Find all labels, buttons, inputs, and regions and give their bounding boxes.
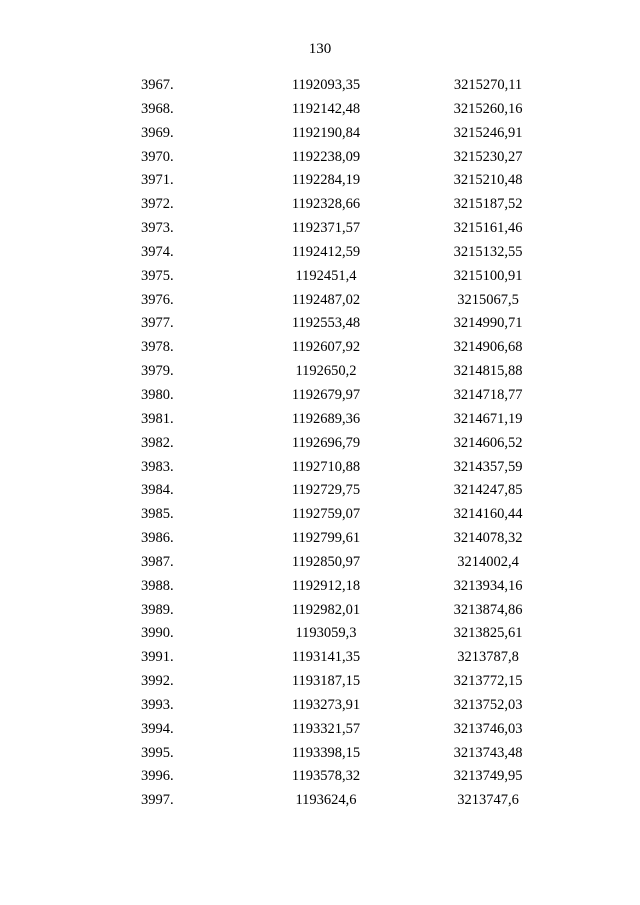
y-coordinate: 3215260,16 [453, 100, 523, 117]
point-number: 3983. [141, 458, 174, 475]
table-row [0, 551, 640, 575]
table-row [0, 503, 640, 527]
y-coordinate: 3213934,16 [453, 577, 523, 594]
y-coordinate: 3213787,8 [457, 649, 519, 666]
x-coordinate: 1192689,36 [291, 410, 361, 427]
table-row [0, 336, 640, 360]
x-coordinate: 1192912,18 [291, 577, 361, 594]
x-coordinate: 1192371,57 [291, 220, 361, 237]
table-row [0, 122, 640, 146]
table-row [0, 742, 640, 766]
y-coordinate: 3213747,6 [457, 792, 519, 809]
x-coordinate: 1192190,84 [291, 124, 361, 141]
table-row [0, 718, 640, 742]
table-row [0, 289, 640, 313]
table-row [0, 599, 640, 623]
point-number: 3982. [141, 434, 174, 451]
x-coordinate: 1193273,91 [291, 696, 361, 713]
y-coordinate: 3214815,88 [453, 363, 523, 380]
y-coordinate: 3215246,91 [453, 124, 523, 141]
point-number: 3974. [141, 243, 174, 260]
point-number: 3986. [141, 530, 174, 547]
table-row [0, 241, 640, 265]
point-number: 3993. [141, 696, 174, 713]
point-number: 3981. [141, 410, 174, 427]
y-coordinate: 3213874,86 [453, 601, 523, 618]
x-coordinate: 1192650,2 [295, 363, 357, 380]
table-row [0, 408, 640, 432]
point-number: 3975. [141, 267, 174, 284]
table-row [0, 74, 640, 98]
x-coordinate: 1192412,59 [291, 243, 361, 260]
y-coordinate: 3215067,5 [457, 291, 519, 308]
point-number: 3985. [141, 506, 174, 523]
x-coordinate: 1192607,92 [291, 339, 361, 356]
y-coordinate: 3214002,4 [457, 553, 519, 570]
y-coordinate: 3214247,85 [453, 482, 523, 499]
point-number: 3971. [141, 172, 174, 189]
table-row [0, 384, 640, 408]
y-coordinate: 3214718,77 [453, 386, 523, 403]
y-coordinate: 3214078,32 [453, 530, 523, 547]
table-row [0, 169, 640, 193]
x-coordinate: 1192238,09 [291, 148, 361, 165]
y-coordinate: 3215230,27 [453, 148, 523, 165]
y-coordinate: 3214606,52 [453, 434, 523, 451]
y-coordinate: 3213743,48 [453, 744, 523, 761]
point-number: 3968. [141, 100, 174, 117]
y-coordinate: 3213772,15 [453, 673, 523, 690]
point-number: 3990. [141, 625, 174, 642]
x-coordinate: 1192729,75 [291, 482, 361, 499]
x-coordinate: 1192850,97 [291, 553, 361, 570]
point-number: 3987. [141, 553, 174, 570]
x-coordinate: 1193578,32 [291, 768, 361, 785]
table-row [0, 456, 640, 480]
point-number: 3995. [141, 744, 174, 761]
point-number: 3996. [141, 768, 174, 785]
point-number: 3992. [141, 673, 174, 690]
point-number: 3984. [141, 482, 174, 499]
x-coordinate: 1192451,4 [295, 267, 357, 284]
table-row [0, 479, 640, 503]
x-coordinate: 1192679,97 [291, 386, 361, 403]
table-row [0, 694, 640, 718]
y-coordinate: 3214160,44 [453, 506, 523, 523]
point-number: 3980. [141, 386, 174, 403]
x-coordinate: 1193321,57 [291, 720, 361, 737]
table-row [0, 789, 640, 813]
x-coordinate: 1192328,66 [291, 196, 361, 213]
x-coordinate: 1193141,35 [291, 649, 361, 666]
x-coordinate: 1192799,61 [291, 530, 361, 547]
x-coordinate: 1192142,48 [291, 100, 361, 117]
x-coordinate: 1192696,79 [291, 434, 361, 451]
table-row [0, 312, 640, 336]
point-number: 3967. [141, 77, 174, 93]
table-row [0, 265, 640, 289]
x-coordinate: 1193624,6 [295, 792, 357, 809]
table-row [0, 765, 640, 789]
point-number: 3969. [141, 124, 174, 141]
table-row [0, 193, 640, 217]
table-row [0, 146, 640, 170]
y-coordinate: 3215100,91 [453, 267, 523, 284]
x-coordinate: 1192759,07 [291, 506, 361, 523]
y-coordinate: 3213825,61 [453, 625, 523, 642]
x-coordinate: 1193398,15 [291, 744, 361, 761]
x-coordinate: 1193187,15 [291, 673, 361, 690]
table-row [0, 670, 640, 694]
y-coordinate: 3215270,11 [453, 77, 523, 93]
table-row [0, 432, 640, 456]
x-coordinate: 1192982,01 [291, 601, 361, 618]
x-coordinate: 1192093,35 [291, 77, 361, 93]
table-row [0, 98, 640, 122]
x-coordinate: 1193059,3 [295, 625, 357, 642]
point-number: 3972. [141, 196, 174, 213]
y-coordinate: 3215210,48 [453, 172, 523, 189]
point-number: 3989. [141, 601, 174, 618]
y-coordinate: 3215187,52 [453, 196, 523, 213]
x-coordinate: 1192284,19 [291, 172, 361, 189]
y-coordinate: 3213746,03 [453, 720, 523, 737]
coordinate-table [0, 74, 640, 813]
y-coordinate: 3215132,55 [453, 243, 523, 260]
y-coordinate: 3213752,03 [453, 696, 523, 713]
y-coordinate: 3215161,46 [453, 220, 523, 237]
x-coordinate: 1192553,48 [291, 315, 361, 332]
table-row [0, 527, 640, 551]
point-number: 3970. [141, 148, 174, 165]
point-number: 3976. [141, 291, 174, 308]
x-coordinate: 1192487,02 [291, 291, 361, 308]
point-number: 3978. [141, 339, 174, 356]
point-number: 3997. [141, 792, 174, 809]
y-coordinate: 3214990,71 [453, 315, 523, 332]
point-number: 3991. [141, 649, 174, 666]
y-coordinate: 3214906,68 [453, 339, 523, 356]
table-row [0, 360, 640, 384]
page-number: 130 [308, 41, 332, 57]
point-number: 3994. [141, 720, 174, 737]
y-coordinate: 3214671,19 [453, 410, 523, 427]
point-number: 3979. [141, 363, 174, 380]
point-number: 3988. [141, 577, 174, 594]
y-coordinate: 3213749,95 [453, 768, 523, 785]
y-coordinate: 3214357,59 [453, 458, 523, 475]
table-row [0, 217, 640, 241]
table-row [0, 575, 640, 599]
x-coordinate: 1192710,88 [291, 458, 361, 475]
table-row [0, 646, 640, 670]
point-number: 3973. [141, 220, 174, 237]
table-row [0, 622, 640, 646]
point-number: 3977. [141, 315, 174, 332]
